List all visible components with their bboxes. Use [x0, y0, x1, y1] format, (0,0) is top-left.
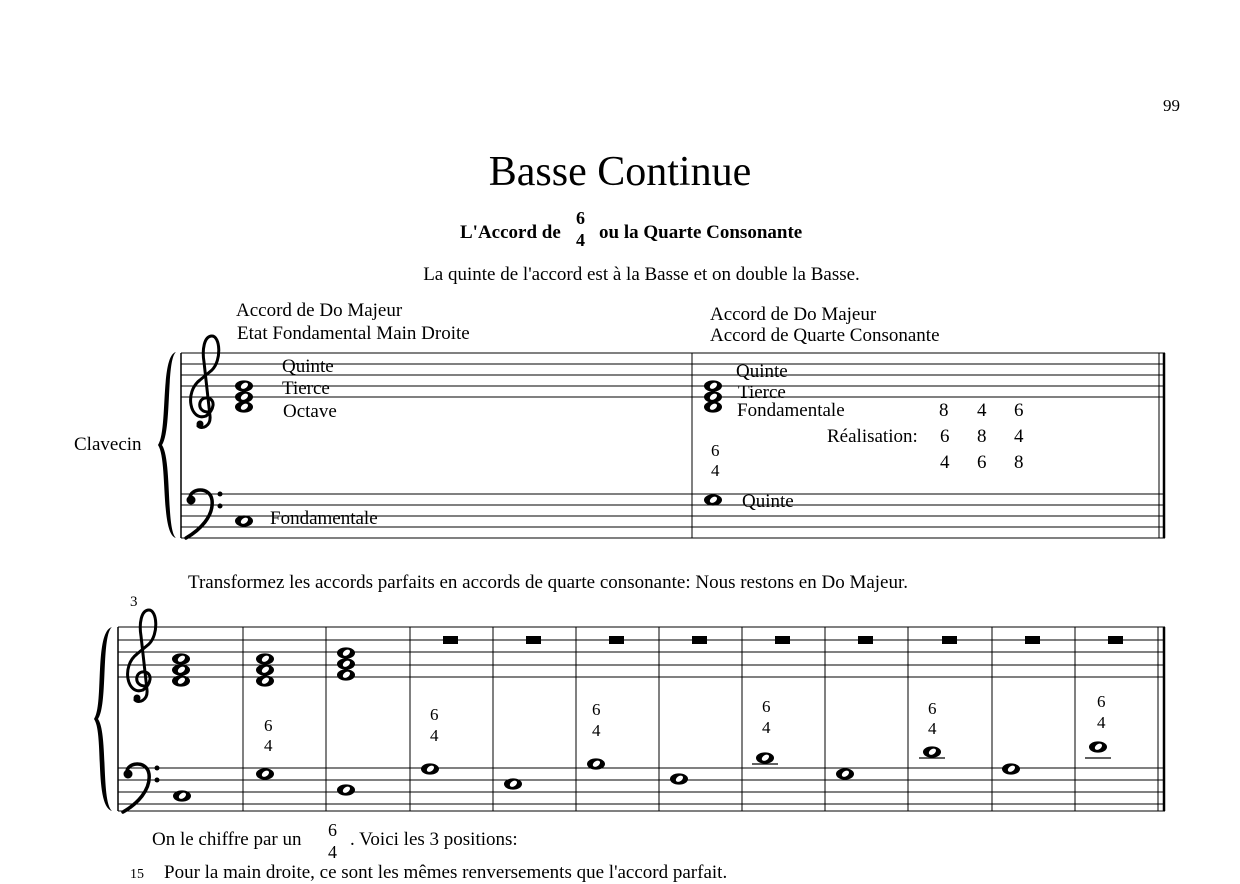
bottom-figure-bottom: 4: [328, 842, 337, 862]
realisation-cell: 8: [939, 400, 949, 421]
realisation-cell: 8: [977, 426, 987, 447]
exercise-figure-top: 6: [762, 697, 771, 716]
bass-clef-icon: [123, 764, 160, 812]
system-1-bass-staff: [181, 494, 1165, 538]
exercise-figure-top: 6: [928, 699, 937, 718]
left-label-quinte: Quinte: [282, 356, 334, 377]
treble-clef-icon: [128, 610, 156, 702]
subtitle-before: L'Accord de: [460, 222, 561, 243]
realisation-cell: 4: [977, 400, 987, 421]
exercise-figure-bottom: 4: [430, 726, 439, 745]
ledger-lines: [752, 758, 1111, 764]
exercise-figure-top: 6: [264, 716, 273, 735]
right-chord: [704, 380, 722, 412]
left-bass-label: Fondamentale: [270, 508, 378, 529]
system-2-treble-staff: [118, 627, 1165, 677]
intro-text: La quinte de l'accord est à la Basse et on double la Basse.: [423, 264, 860, 285]
treble-clef-icon: [191, 336, 219, 428]
left-label-octave: Octave: [283, 401, 337, 422]
exercise-figure-bottom: 4: [264, 736, 273, 755]
footer-text: Pour la main droite, ce sont les mêmes renversements que l'accord parfait.: [164, 862, 728, 883]
exercise-figure-top: 6: [1097, 692, 1106, 711]
bottom-text-before: On le chiffre par un: [152, 829, 302, 850]
system-1-treble-staff: [181, 353, 1165, 397]
subtitle-figure-top: 6: [576, 208, 585, 228]
exercise-chord-1: [172, 653, 190, 686]
right-label-tierce: Tierce: [738, 382, 786, 403]
system-2-barlines: [118, 627, 1164, 811]
left-heading-1: Accord de Do Majeur: [236, 300, 403, 321]
bottom-text-after: . Voici les 3 positions:: [350, 829, 518, 850]
footer-line-number: 15: [130, 867, 144, 882]
right-bass-note: [704, 494, 722, 505]
realisation-cell: 6: [940, 426, 950, 447]
exercise-chord-2: [256, 653, 274, 686]
bass-clef-icon: [186, 490, 223, 538]
exercise-figure-top: 6: [430, 705, 439, 724]
realisation-cell: 6: [1014, 400, 1024, 421]
right-label-fondamentale: Fondamentale: [737, 400, 845, 421]
left-label-tierce: Tierce: [282, 378, 330, 399]
right-label-quinte: Quinte: [736, 361, 788, 382]
realisation-cell: 4: [940, 452, 950, 473]
right-figure-bottom: 4: [711, 461, 720, 480]
right-heading-2: Accord de Quarte Consonante: [710, 325, 940, 346]
exercise-instruction: Transformez les accords parfaits en accords de quarte consonante: Nous restons en Do Majeur.: [188, 572, 909, 593]
realisation-cell: 6: [977, 452, 987, 473]
instrument-label: Clavecin: [74, 434, 142, 455]
realisation-cell: 8: [1014, 452, 1024, 473]
page-number: 99: [1163, 96, 1180, 115]
exercise-figure-bottom: 4: [928, 719, 937, 738]
page-title: Basse Continue: [488, 149, 752, 195]
exercise-figure-bottom: 4: [592, 721, 601, 740]
realisation-cell: 4: [1014, 426, 1024, 447]
left-chord: [235, 380, 253, 412]
exercise-figure-bottom: 4: [1097, 713, 1106, 732]
right-figure-top: 6: [711, 441, 720, 460]
right-heading-1: Accord de Do Majeur: [710, 304, 877, 325]
measure-number: 3: [130, 594, 138, 610]
exercise-bass-notes: [173, 741, 1107, 801]
subtitle-after: ou la Quarte Consonante: [599, 222, 803, 243]
exercise-figure-top: 6: [592, 700, 601, 719]
system-1-barlines: [181, 353, 1164, 538]
brace-icon: [158, 352, 176, 538]
exercise-figure-bottom: 4: [762, 718, 771, 737]
bottom-figure-top: 6: [328, 820, 337, 840]
system-2-bass-staff: [118, 768, 1165, 811]
realisation-label: Réalisation:: [827, 426, 918, 447]
exercise-chord-3: [337, 647, 355, 680]
brace-icon: [94, 627, 112, 811]
left-heading-2: Etat Fondamental Main Droite: [237, 323, 470, 344]
left-bass-note: [235, 515, 253, 526]
right-bass-label: Quinte: [742, 491, 794, 512]
subtitle-figure-bottom: 4: [576, 230, 585, 250]
